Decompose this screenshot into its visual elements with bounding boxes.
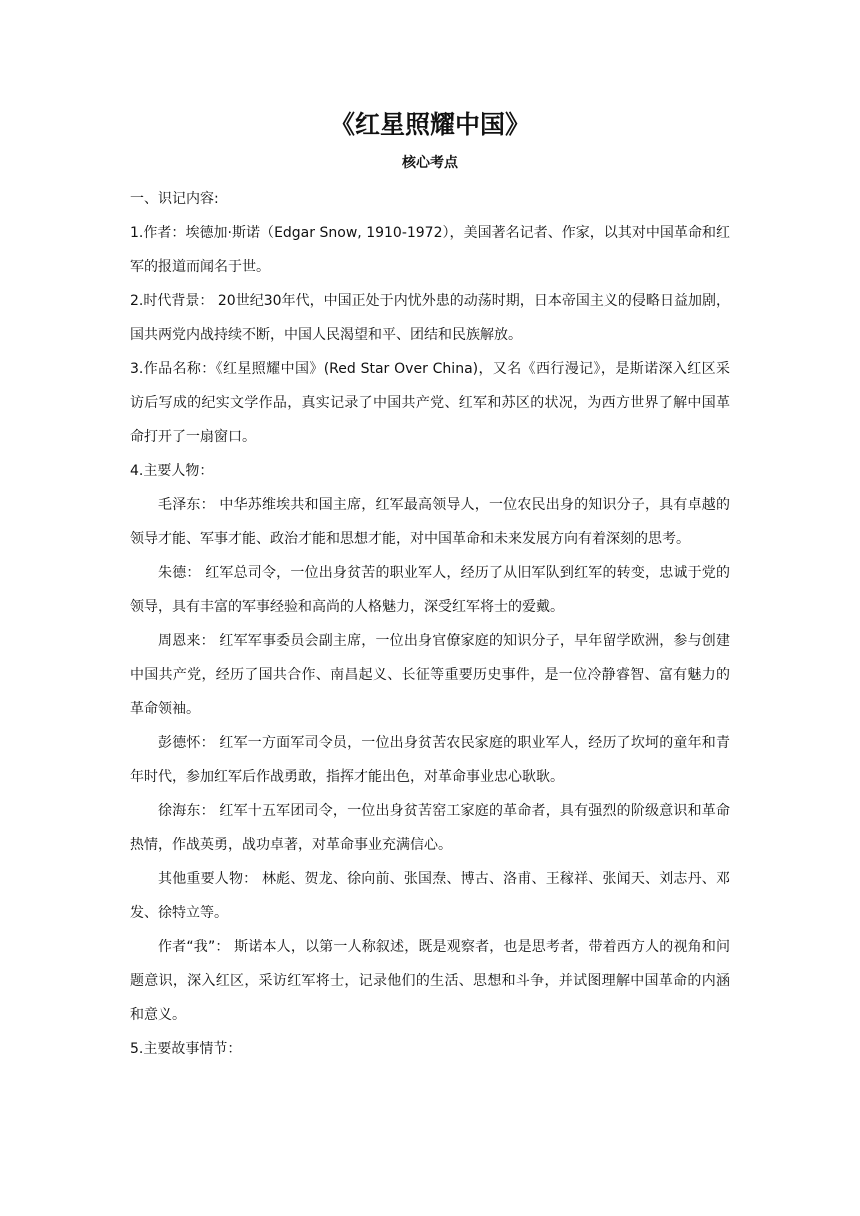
item-plot-heading: 5.主要故事情节： bbox=[130, 1041, 242, 1057]
character-peng-dehuai: 彭德怀： 红军一方面军司令员，一位出身贫苦农民家庭的职业军人，经历了坎坷的童年和青年时代，参加红军后作战勇敢，指挥才能出色，对革命事业忠心耿耿。 bbox=[130, 735, 730, 785]
document-subtitle: 核心考点 bbox=[402, 155, 458, 171]
document-body bbox=[130, 108, 730, 1066]
document-title: 《红星照耀中国》 bbox=[329, 110, 530, 139]
item-characters-heading: 4.主要人物： bbox=[130, 463, 214, 479]
character-zhou-enlai: 周恩来： 红军军事委员会副主席，一位出身官僚家庭的知识分子，早年留学欧洲，参与创建中国共产党，经历了国共合作、南昌起义、长征等重要历史事件，是一位冷静睿智、富有魅力的革命领袖。 bbox=[130, 633, 730, 717]
item-work-title: 3.作品名称：《红星照耀中国》(Red Star Over China)，又名《西行漫记》，是斯诺深入红区采访后写成的纪实文学作品，真实记录了中国共产党、红军和苏区的状况，为西方世界了解中国革命打开了一扇窗口。 bbox=[130, 361, 730, 445]
character-zhu-de: 朱德： 红军总司令，一位出身贫苦的职业军人，经历了从旧军队到红军的转变，忠诚于党的领导，具有丰富的军事经验和高尚的人格魅力，深受红军将士的爱戴。 bbox=[130, 565, 730, 615]
item-author: 1.作者：埃德加·斯诺（Edgar Snow, 1910-1972），美国著名记者、作家，以其对中国革命和红军的报道而闻名于世。 bbox=[130, 225, 730, 275]
character-others: 其他重要人物： 林彪、贺龙、徐向前、张国焘、博古、洛甫、王稼祥、张闻天、刘志丹、邓发、徐特立等。 bbox=[130, 871, 730, 921]
character-author-narrator: 作者“我”： 斯诺本人，以第一人称叙述，既是观察者，也是思考者，带着西方人的视角和问题意识，深入红区，采访红军将士，记录他们的生活、思想和斗争，并试图理解中国革命的内涵和意义。 bbox=[130, 939, 730, 1023]
character-mao-zedong: 毛泽东： 中华苏维埃共和国主席，红军最高领导人，一位农民出身的知识分子，具有卓越的领导才能、军事才能、政治才能和思想才能，对中国革命和未来发展方向有着深刻的思考。 bbox=[130, 497, 730, 547]
section-heading-identification: 一、识记内容: bbox=[130, 191, 219, 207]
character-xu-haidong: 徐海东： 红军十五军团司令，一位出身贫苦窑工家庭的革命者，具有强烈的阶级意识和革命热情，作战英勇，战功卓著，对革命事业充满信心。 bbox=[130, 803, 730, 853]
item-background: 2.时代背景： 20世纪30年代，中国正处于内忧外患的动荡时期，日本帝国主义的侵略日益加剧，国共两党内战持续不断，中国人民渴望和平、团结和民族解放。 bbox=[130, 293, 730, 343]
